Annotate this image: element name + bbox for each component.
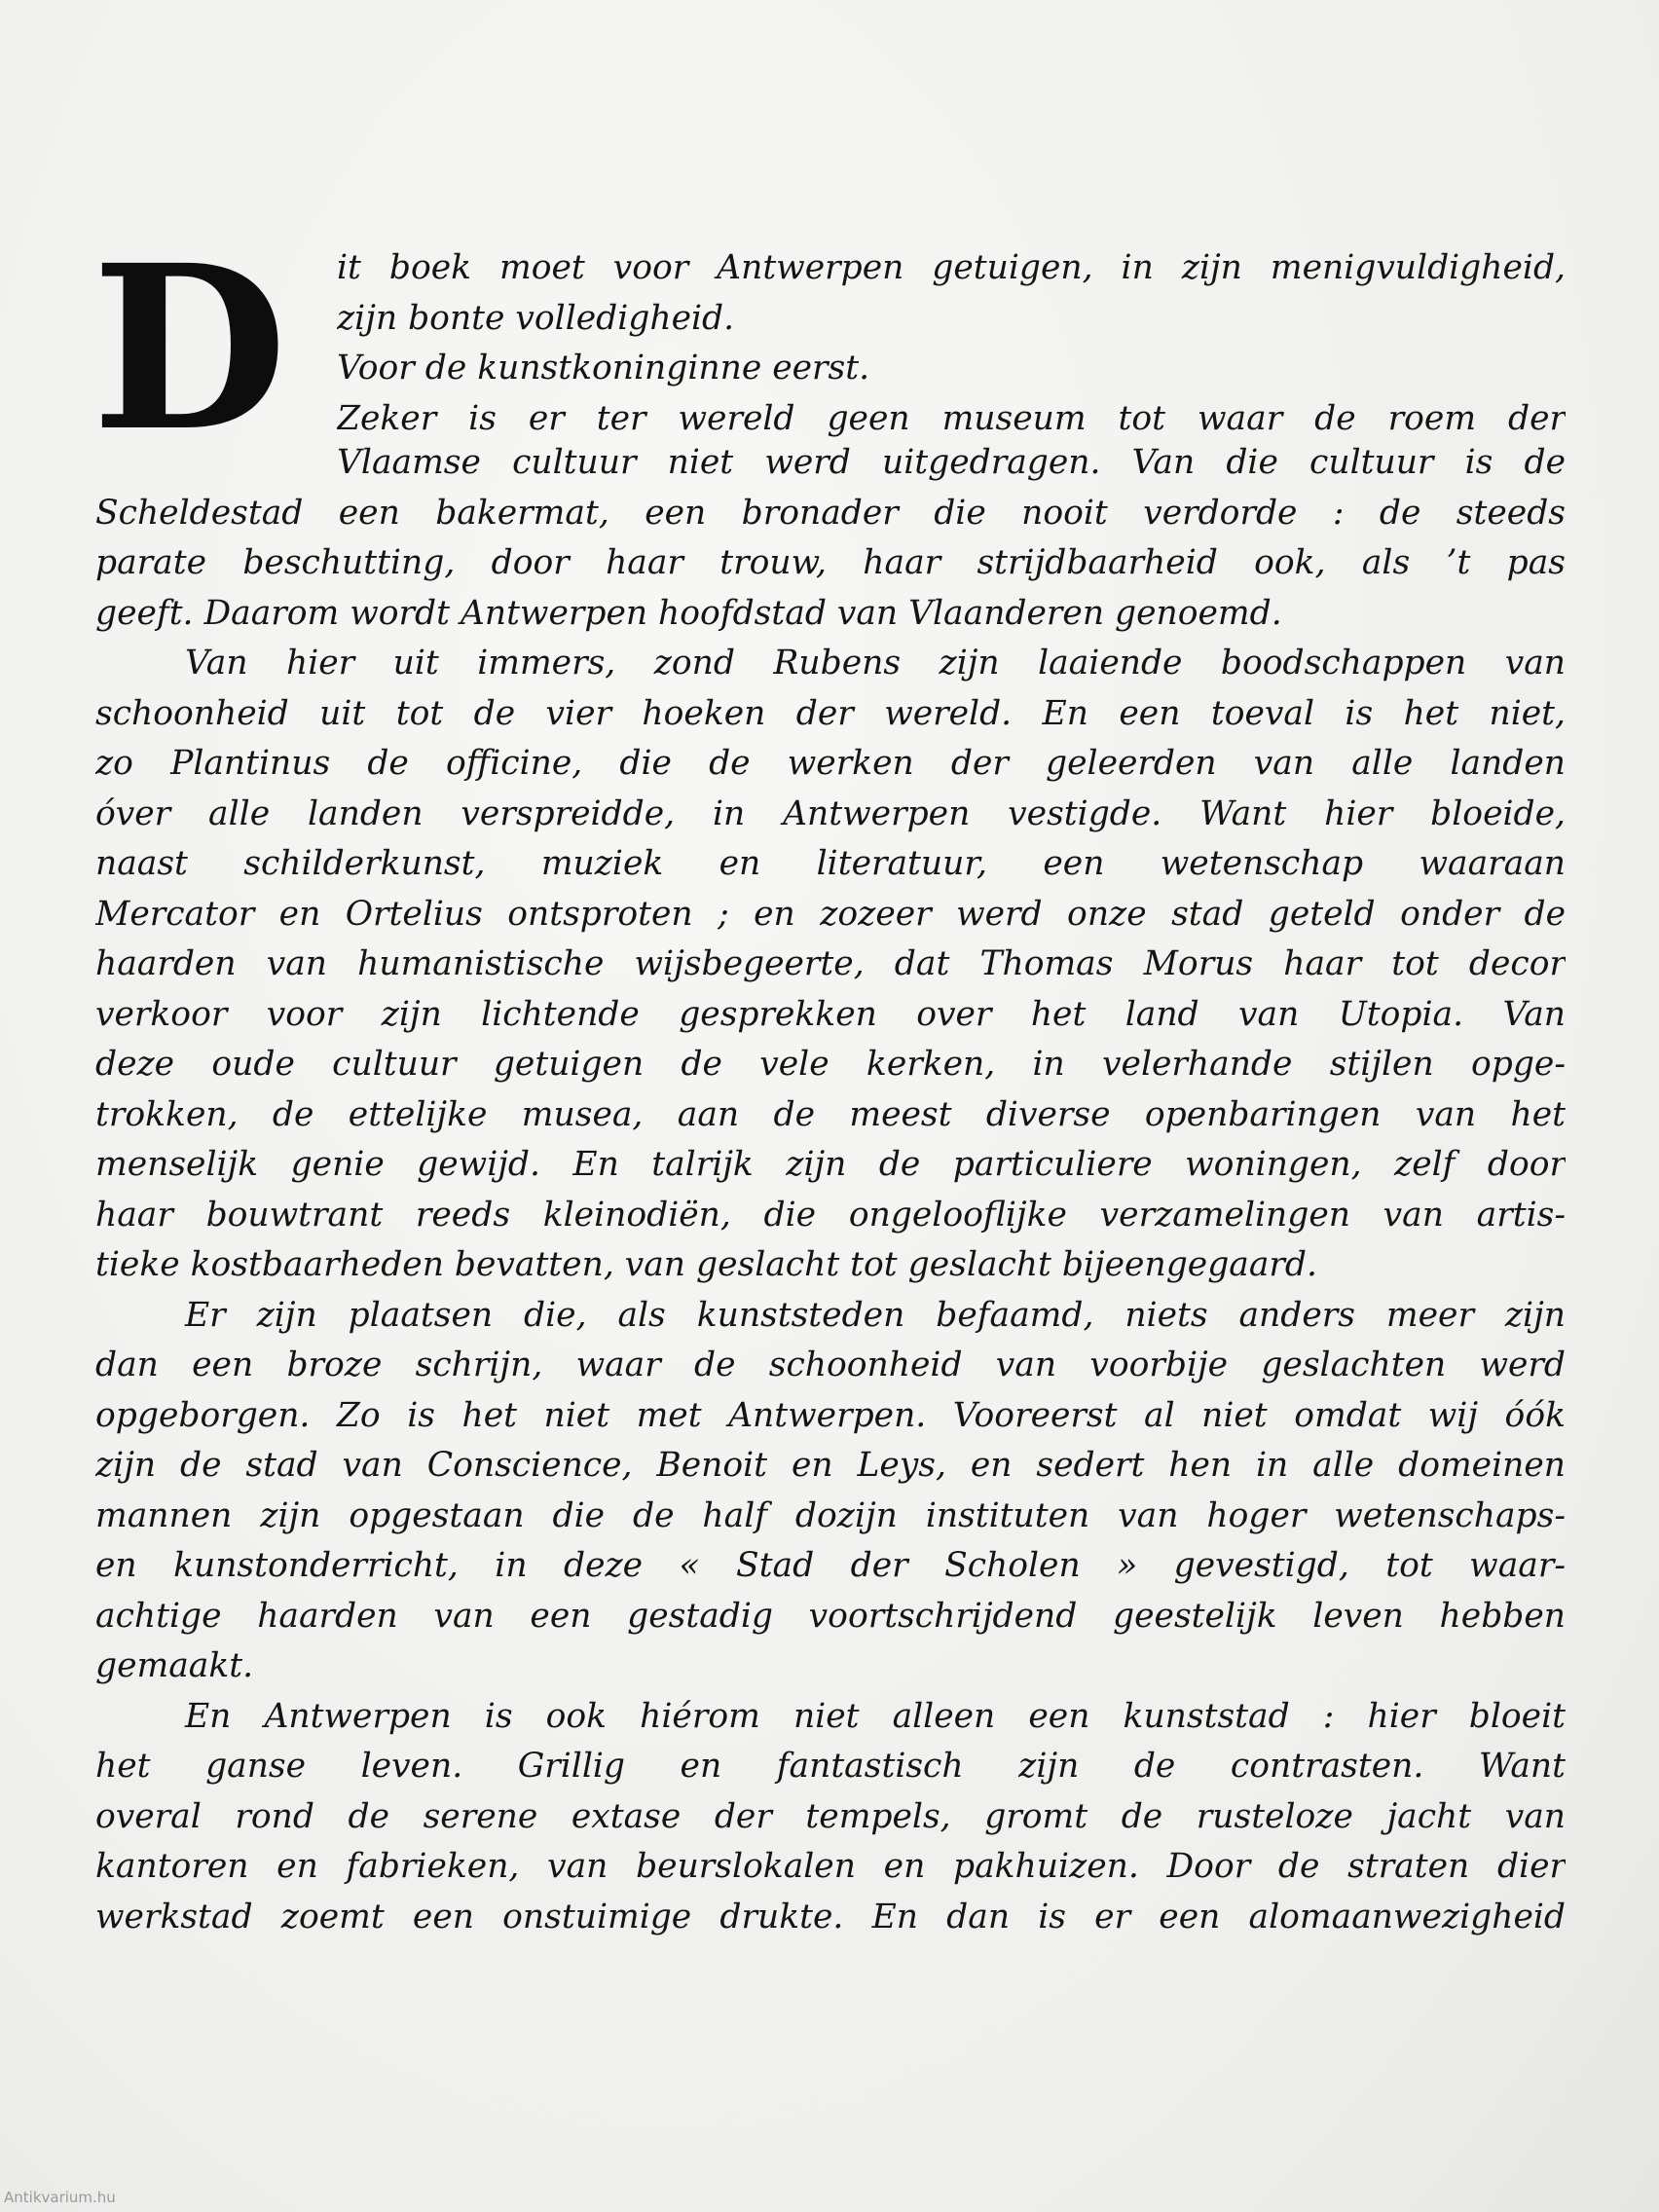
text-line: óver alle landen verspreidde, in Antwerpen vestigde. Want hier bloeide, (95, 793, 1566, 833)
paragraph-3 (95, 1291, 1566, 1692)
drop-cap: D (92, 215, 288, 481)
paragraph-4 (95, 1692, 1566, 1943)
text-line: werkstad zoemt een onstuimige drukte. En dan is er een alomaanwezigheid (95, 1897, 1566, 1936)
text-line: Van hier uit immers, zond Rubens zijn laaiende boodschappen van (185, 644, 1566, 682)
text-line: menselijk genie gewijd. En talrijk zijn de particuliere woningen, zelf door (95, 1145, 1566, 1184)
text-line: tieke kostbaarheden bevatten, van geslacht tot geslacht bijeengegaard. (95, 1245, 1317, 1284)
text-line: Voor de kunstkoninginne eerst. (337, 349, 870, 387)
text-line: het ganse leven. Grillig en fantastisch zijn de contrasten. Want (95, 1747, 1566, 1786)
text-line: Mercator en Ortelius ontsproten ; en zozeer werd onze stad geteld onder de (95, 894, 1566, 934)
watermark: Antikvarium.hu (4, 2189, 116, 2206)
text-line: overal rond de serene extase der tempels, gromt de rusteloze jacht van (95, 1796, 1566, 1836)
text-line: zo Plantinus de officine, die de werken der geleerden van alle landen (95, 744, 1566, 783)
text-line: verkoor voor zijn lichtende gesprekken over het land van Utopia. Van (95, 994, 1566, 1034)
text-line: zijn bonte volledigheid. (337, 298, 735, 338)
text-line: naast schilderkunst, muziek en literatuur, een wetenschap waaraan (95, 844, 1566, 883)
text-line: opgeborgen. Zo is het niet met Antwerpen. Vooreerst al niet omdat wij óók (95, 1395, 1566, 1435)
text-line: Zeker is er ter wereld geen museum tot waar de roem der (337, 398, 1566, 438)
text-line: Er zijn plaatsen die, als kunststeden befaamd, niets anders meer zijn (185, 1295, 1566, 1335)
text-line: dan een broze schrijn, waar de schoonheid van voorbije geslachten werd (95, 1346, 1566, 1384)
text-line: haar bouwtrant reeds kleinodiën, die ongelooflijke verzamelingen van artis- (95, 1195, 1566, 1235)
text-line: En Antwerpen is ook hiérom niet alleen een kunststad : hier bloeit (185, 1696, 1566, 1736)
text-line: schoonheid uit tot de vier hoeken der wereld. En een toeval is het niet, (95, 693, 1566, 733)
text-line: kantoren en fabrieken, van beurslokalen en pakhuizen. Door de straten dier (95, 1847, 1566, 1886)
paragraph-1 (95, 438, 1566, 639)
text-line: mannen zijn opgestaan die de half dozijn instituten van hoger wetenschaps- (95, 1495, 1566, 1535)
text-line: parate beschutting, door haar trouw, haar strijdbaarheid ook, als ’t pas (95, 543, 1566, 582)
text-line: geeft. Daarom wordt Antwerpen hoofdstad van Vlaanderen genoemd. (95, 593, 1282, 633)
text-line: haarden van humanistische wijsbegeerte, dat Thomas Morus haar tot decor (95, 944, 1566, 983)
text-line: en kunstonderricht, in deze « Stad der Scholen » gevestigd, tot waar- (95, 1546, 1566, 1585)
text-line: achtige haarden van een gestadig voortschrijdend geestelijk leven hebben (95, 1596, 1566, 1636)
text-line: Scheldestad een bakermat, een bronader die nooit verdorde : de steeds (95, 493, 1566, 533)
text-line: it boek moet voor Antwerpen getuigen, in zijn menigvuldigheid, (337, 248, 1566, 287)
text-line: deze oude cultuur getuigen de vele kerken, in velerhande stijlen opge- (95, 1045, 1566, 1084)
text-line: Vlaamse cultuur niet werd uitgedragen. Van die cultuur is de (337, 443, 1566, 482)
text-line: trokken, de ettelijke musea, aan de meest diverse openbaringen van het (95, 1094, 1566, 1134)
text-body (92, 215, 1566, 1942)
paragraph-2 (95, 639, 1566, 1291)
text-line: gemaakt. (95, 1646, 254, 1685)
text-line: zijn de stad van Conscience, Benoit en Leys, en sedert hen in alle domeinen (95, 1446, 1566, 1485)
